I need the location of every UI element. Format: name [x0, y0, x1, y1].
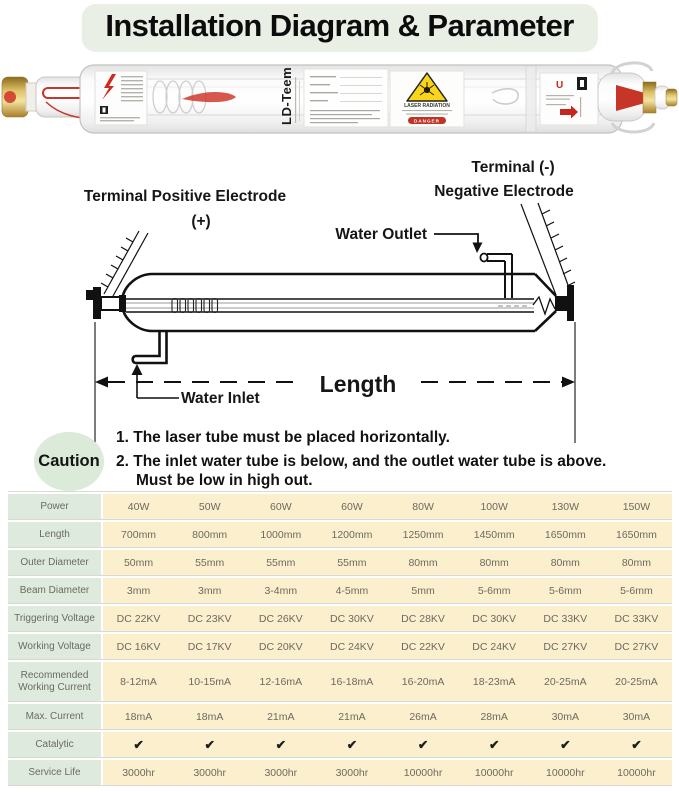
- positive-electrode-wire: [101, 231, 148, 296]
- check-icon: ✔: [245, 732, 316, 757]
- table-cell: DC 33KV: [530, 606, 601, 631]
- terminal-positive-label: Terminal Positive Electrode: [83, 188, 287, 205]
- table-cell: 3000hr: [103, 760, 174, 785]
- table-row: [8, 494, 672, 520]
- row-label: Power: [8, 494, 101, 519]
- water-inlet-pipe: [133, 332, 167, 363]
- table-cell: 40W: [103, 494, 174, 519]
- table-cell: DC 28KV: [388, 606, 459, 631]
- table-cell: DC 23KV: [174, 606, 245, 631]
- table-cell: DC 27KV: [530, 634, 601, 659]
- table-cell: DC 30KV: [459, 606, 530, 631]
- row-label: Catalytic: [8, 732, 101, 757]
- table-cell: 26mA: [388, 704, 459, 729]
- table-cell: DC 26KV: [245, 606, 316, 631]
- inner-tube-wall: [126, 303, 534, 308]
- negative-electrode-wire: [521, 203, 575, 296]
- warning-heading: LASER RADIATION: [404, 103, 450, 109]
- table-cell: 28mA: [459, 704, 530, 729]
- title-badge: [81, 4, 597, 52]
- water-outlet-pipe: [487, 254, 512, 298]
- table-cell: 100W: [459, 494, 530, 519]
- table-cell: 8-12mA: [103, 662, 174, 701]
- table-cell: 50mm: [103, 550, 174, 575]
- check-icon: ✔: [103, 732, 174, 757]
- table-cell: 10000hr: [459, 760, 530, 785]
- laser-tube-photo: [0, 57, 679, 141]
- table-cell: 80mm: [388, 550, 459, 575]
- table-row: [8, 550, 672, 576]
- table-cell: 55mm: [245, 550, 316, 575]
- table-cell: DC 22KV: [103, 606, 174, 631]
- water-outlet-label: Water Outlet: [335, 226, 427, 243]
- table-cell: 800mm: [174, 522, 245, 547]
- parameter-table: [8, 491, 672, 786]
- table-cell: 55mm: [316, 550, 387, 575]
- page-title: Installation Diagram & Parameter: [105, 8, 574, 43]
- caution-item-text: The laser tube must be placed horizontally.: [133, 429, 450, 446]
- table-cell: 4-5mm: [316, 578, 387, 603]
- table-cell: 21mA: [245, 704, 316, 729]
- row-label: Length: [8, 522, 101, 547]
- table-cell: DC 16KV: [103, 634, 174, 659]
- svg-text:LD-Teem: LD-Teem: [279, 66, 294, 125]
- table-cell: 55mm: [174, 550, 245, 575]
- table-row: [8, 704, 672, 730]
- tube-label-negative: [540, 73, 598, 125]
- table-cell: 1200mm: [316, 522, 387, 547]
- positive-terminal-tab: [86, 290, 93, 300]
- table-row: [8, 732, 672, 758]
- table-row: [8, 578, 672, 604]
- table-cell: 16-18mA: [316, 662, 387, 701]
- table-cell: 1450mm: [459, 522, 530, 547]
- table-cell: DC 22KV: [388, 634, 459, 659]
- tube-label-spec: [304, 69, 388, 127]
- table-cell: 150W: [601, 494, 672, 519]
- table-cell: 20-25mA: [601, 662, 672, 701]
- table-row: [8, 760, 672, 786]
- table-row: [8, 634, 672, 660]
- neg-mark-text: U: [556, 80, 564, 91]
- table-cell: DC 24KV: [316, 634, 387, 659]
- arrow-left-icon: [95, 377, 108, 388]
- table-cell: DC 20KV: [245, 634, 316, 659]
- table-cell: 12-16mA: [245, 662, 316, 701]
- caution-item: [116, 452, 622, 491]
- terminal-negative-label-1: Terminal (-): [471, 159, 555, 176]
- table-cell: 3mm: [174, 578, 245, 603]
- table-cell: 18mA: [103, 704, 174, 729]
- arrow-down-icon: [473, 243, 483, 254]
- table-cell: 3000hr: [316, 760, 387, 785]
- table-cell: 50W: [174, 494, 245, 519]
- water-inlet-label: Water Inlet: [181, 390, 260, 407]
- table-cell: 16-20mA: [388, 662, 459, 701]
- table-cell: 80mm: [601, 550, 672, 575]
- row-label: Working Voltage: [8, 634, 101, 659]
- check-icon: ✔: [530, 732, 601, 757]
- caution-item-number: 2.: [116, 452, 129, 470]
- row-label: Triggering Voltage: [8, 606, 101, 631]
- water-outlet-nozzle: [480, 254, 487, 262]
- table-cell: 1650mm: [530, 522, 601, 547]
- row-label: Max. Current: [8, 704, 101, 729]
- table-cell: 5mm: [388, 578, 459, 603]
- table-cell: 3000hr: [174, 760, 245, 785]
- table-cell: 30mA: [601, 704, 672, 729]
- caution-badge-text: Caution: [38, 452, 100, 470]
- terminal-positive-sign: (+): [191, 213, 211, 230]
- row-label: Recommended Working Current: [8, 662, 101, 701]
- table-row: [8, 606, 672, 632]
- tube-left-cap: [2, 77, 38, 117]
- table-cell: 5-6mm: [601, 578, 672, 603]
- table-cell: 21mA: [316, 704, 387, 729]
- table-cell: 10000hr: [388, 760, 459, 785]
- brand-subtext-line: [299, 81, 300, 121]
- table-row: [8, 522, 672, 548]
- check-icon: ✔: [459, 732, 530, 757]
- arrow-right-icon: [562, 377, 575, 388]
- table-cell: 3mm: [103, 578, 174, 603]
- table-cell: 1000mm: [245, 522, 316, 547]
- table-cell: 18-23mA: [459, 662, 530, 701]
- table-cell: 10-15mA: [174, 662, 245, 701]
- check-icon: ✔: [174, 732, 245, 757]
- tube-label-warning: [390, 71, 464, 127]
- caution-item: [116, 428, 622, 448]
- table-cell: DC 33KV: [601, 606, 672, 631]
- table-cell: DC 17KV: [174, 634, 245, 659]
- inner-tube: [126, 299, 534, 312]
- caution-item-number: 1.: [116, 429, 129, 446]
- table-row: [8, 662, 672, 702]
- terminal-negative-label-2: Negative Electrode: [434, 183, 574, 200]
- positive-terminal-joint: [119, 295, 126, 312]
- table-cell: 700mm: [103, 522, 174, 547]
- table-cell: 5-6mm: [530, 578, 601, 603]
- check-icon: ✔: [601, 732, 672, 757]
- row-label: Service Life: [8, 760, 101, 785]
- brand-vertical-text: [279, 67, 294, 125]
- table-cell: 20-25mA: [530, 662, 601, 701]
- table-cell: 80W: [388, 494, 459, 519]
- installation-diagram: [0, 146, 679, 446]
- table-cell: 60W: [316, 494, 387, 519]
- positive-terminal-flange: [93, 287, 101, 319]
- check-icon: ✔: [316, 732, 387, 757]
- table-cell: DC 30KV: [316, 606, 387, 631]
- water-inlet-leader: [137, 373, 179, 398]
- tube-label-power: [95, 71, 147, 125]
- table-cell: 10000hr: [601, 760, 672, 785]
- table-cell: 80mm: [530, 550, 601, 575]
- table-cell: DC 24KV: [459, 634, 530, 659]
- brand-subtext-line: [295, 77, 296, 123]
- tube-outline: [122, 274, 556, 331]
- table-cell: 80mm: [459, 550, 530, 575]
- caution-item-text: The inlet water tube is below, and the outlet water tube is above. Must be low in high out.: [133, 452, 607, 489]
- table-cell: 3-4mm: [245, 578, 316, 603]
- break-zigzag: [533, 297, 555, 314]
- caution-list: [116, 428, 622, 495]
- table-cell: 5-6mm: [459, 578, 530, 603]
- inner-coil: [172, 299, 218, 313]
- table-cell: DC 27KV: [601, 634, 672, 659]
- table-cell: 3000hr: [245, 760, 316, 785]
- length-label: Length: [319, 371, 397, 397]
- water-outlet-leader: [434, 234, 478, 244]
- negative-terminal-block: [555, 296, 567, 311]
- caution-badge: [34, 432, 104, 491]
- table-cell: 130W: [530, 494, 601, 519]
- table-cell: 60W: [245, 494, 316, 519]
- table-cell: 1250mm: [388, 522, 459, 547]
- table-cell: 30mA: [530, 704, 601, 729]
- table-cell: 18mA: [174, 704, 245, 729]
- table-cell: 10000hr: [530, 760, 601, 785]
- table-cell: 1650mm: [601, 522, 672, 547]
- check-icon: ✔: [388, 732, 459, 757]
- danger-text: DANGER: [414, 118, 440, 124]
- row-label: Beam Diameter: [8, 578, 101, 603]
- row-label: Outer Diameter: [8, 550, 101, 575]
- tube-joint-ring: [526, 66, 536, 132]
